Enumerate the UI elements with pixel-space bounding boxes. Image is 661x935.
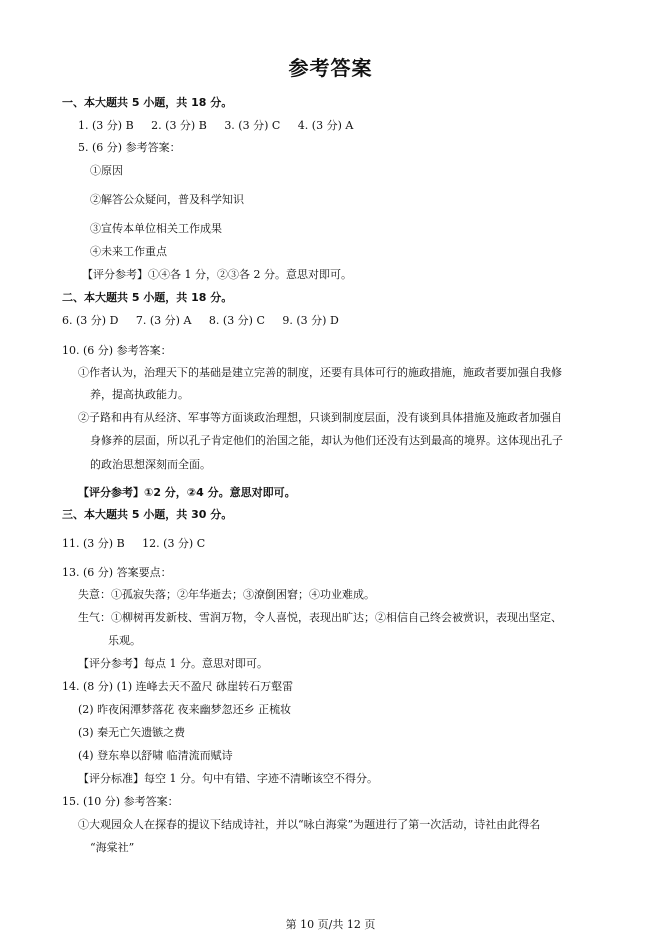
- q5-score-note: 【评分参考】①④各 1 分，②③各 2 分。意思对即可。: [82, 268, 352, 281]
- q15-heading: 15. (10 分) 参考答案：: [62, 795, 179, 808]
- q14-heading: 14. (8 分) (1) 连峰去天不盈尺 砯崖转石万壑雷: [62, 680, 294, 693]
- answer-4: 4. (3 分) A: [297, 119, 354, 132]
- answer-7: 7. (3 分) A: [135, 314, 192, 327]
- q10-p1-line-2: 养，提高执政能力。: [90, 388, 189, 401]
- q5-item-2: ②解答公众疑问，普及科学知识: [90, 193, 244, 206]
- answer-3: 3. (3 分) C: [224, 119, 281, 132]
- q15-line-2: “海棠社”: [90, 841, 135, 854]
- q13-heading: 13. (6 分) 答案要点：: [62, 566, 172, 579]
- q10-heading: 10. (6 分) 参考答案：: [62, 344, 172, 357]
- q10-score-note: 【评分参考】①2 分，②4 分。意思对即可。: [78, 486, 296, 499]
- mc-answers-1-4: [78, 119, 353, 133]
- q13-line-1: 失意：①孤寂失落；②年华逝去；③潦倒困窘；④功业难成。: [78, 588, 375, 601]
- q13-score-note: 【评分参考】每点 1 分。意思对即可。: [78, 657, 268, 670]
- section-3-header: 三、本大题共 5 小题，共 30 分。: [62, 508, 233, 521]
- page-footer: 第 10 页/共 12 页: [285, 918, 376, 931]
- answer-1: 1. (3 分) B: [78, 119, 134, 132]
- q10-p2-line-3: 的政治思想深刻而全面。: [90, 458, 211, 471]
- answer-9: 9. (3 分) D: [282, 314, 339, 327]
- q14-item-3: (3) 秦无亡矢遗镞之费: [78, 726, 186, 739]
- mc-answers-11-12: [62, 537, 205, 551]
- q5-item-4: ④未来工作重点: [90, 245, 167, 258]
- q13-line-3: 乐观。: [108, 634, 141, 647]
- page-title: 参考答案: [288, 56, 373, 80]
- answer-12: 12. (3 分) C: [142, 537, 206, 550]
- q15-line-1: ①大观园众人在探春的提议下结成诗社，并以“咏白海棠”为题进行了第一次活动，诗社由此得名: [78, 818, 541, 831]
- answer-2: 2. (3 分) B: [151, 119, 207, 132]
- q5-item-3: ③宣传本单位相关工作成果: [90, 222, 222, 235]
- mc-answers-6-9: [62, 314, 339, 328]
- answer-6: 6. (3 分) D: [62, 314, 119, 327]
- section-2-header: 二、本大题共 5 小题，共 18 分。: [62, 291, 233, 304]
- answer-11: 11. (3 分) B: [62, 537, 125, 550]
- q13-line-2: 生气：①柳树再发新枝、雪润万物，令人喜悦，表现出旷达；②相信自己终会被赏识，表现出坚定、: [78, 611, 562, 624]
- q14-item-4: (4) 登东皋以舒啸 临清流而赋诗: [78, 749, 233, 762]
- q10-p2-line-2: 身修养的层面，所以孔子肯定他们的治国之能，却认为他们还没有达到最高的境界。这体现出孔子: [90, 434, 563, 447]
- q10-p2-line-1: ②子路和冉有从经济、军事等方面谈政治理想，只谈到制度层面，没有谈到具体措施及施政者加强自: [78, 411, 562, 424]
- q14-item-2: (2) 昨夜闲潭梦落花 夜来幽梦忽还乡 正梳妆: [78, 703, 292, 716]
- answer-8: 8. (3 分) C: [208, 314, 265, 327]
- q5-heading: 5. (6 分) 参考答案：: [78, 141, 181, 154]
- q14-score-note: 【评分标准】每空 1 分。句中有错、字迹不清晰该空不得分。: [78, 772, 378, 785]
- q10-p1-line-1: ①作者认为，治理天下的基础是建立完善的制度，还要有具体可行的施政措施，施政者要加强自我修: [78, 366, 562, 379]
- section-1-header: 一、本大题共 5 小题，共 18 分。: [62, 96, 233, 109]
- q5-item-1: ①原因: [90, 164, 123, 177]
